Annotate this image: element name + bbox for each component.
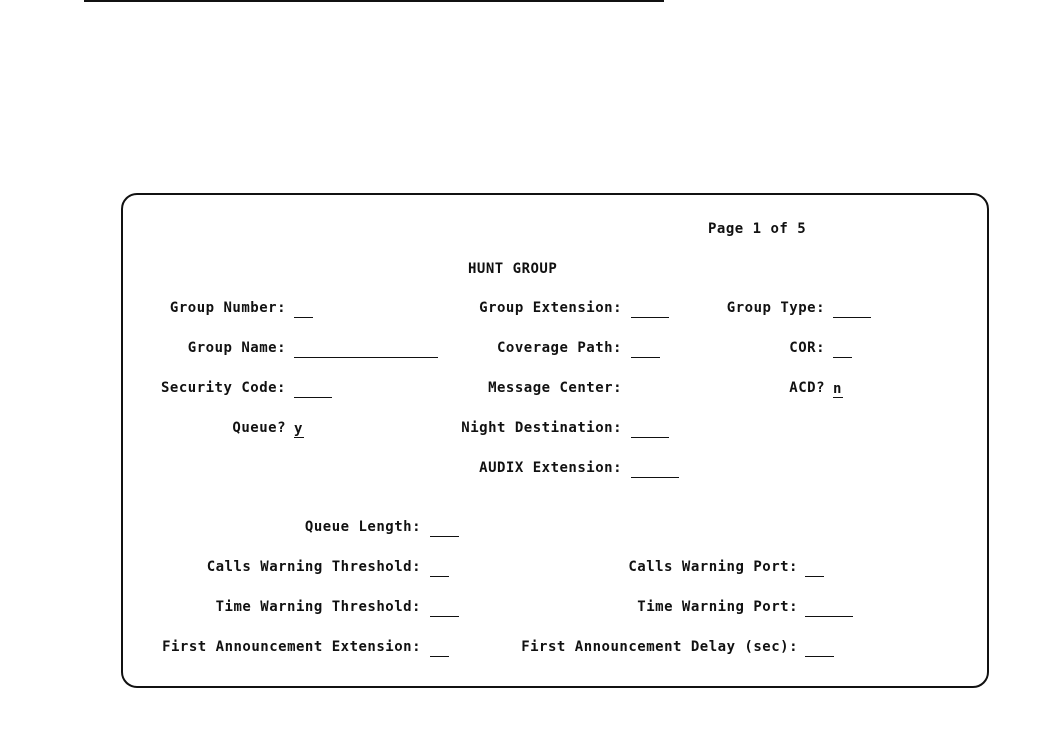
audix-extension-label: AUDIX Extension: [479, 460, 622, 476]
first-announcement-delay-label: First Announcement Delay (sec): [521, 639, 798, 655]
group-number-label: Group Number: [169, 300, 286, 316]
time-warning-port-field[interactable] [805, 601, 853, 617]
time-warning-threshold-label: Time Warning Threshold: [215, 599, 421, 615]
night-destination-label: Night Destination: [461, 420, 622, 436]
page-indicator: Page 1 of 5 [708, 221, 807, 237]
cor-label: COR: [789, 340, 825, 356]
queue-label: Queue? [232, 420, 286, 436]
first-announcement-extension-field[interactable] [430, 641, 449, 657]
acd-label: ACD? [789, 380, 825, 396]
group-name-label: Group Name: [187, 340, 286, 356]
group-extension-label: Group Extension: [479, 300, 622, 316]
security-code-field[interactable] [294, 382, 332, 398]
coverage-path-field[interactable] [631, 342, 660, 358]
queue-length-label: Queue Length: [304, 519, 421, 535]
calls-warning-port-label: Calls Warning Port: [628, 559, 798, 575]
first-announcement-delay-field[interactable] [805, 641, 834, 657]
acd-field[interactable]: n [833, 381, 842, 397]
group-extension-field[interactable] [631, 302, 669, 318]
top-rule [84, 0, 664, 2]
group-number-field[interactable] [294, 302, 313, 318]
calls-warning-port-field[interactable] [805, 561, 824, 577]
group-name-field[interactable] [294, 342, 438, 358]
cor-field[interactable] [833, 342, 852, 358]
security-code-label: Security Code: [160, 380, 286, 396]
form-title: HUNT GROUP [468, 261, 558, 277]
queue-field[interactable]: y [294, 421, 303, 437]
message-center-label: Message Center: [488, 380, 622, 396]
coverage-path-label: Coverage Path: [496, 340, 622, 356]
calls-warning-threshold-label: Calls Warning Threshold: [206, 559, 421, 575]
group-type-label: Group Type: [726, 300, 825, 316]
group-type-field[interactable] [833, 302, 871, 318]
calls-warning-threshold-field[interactable] [430, 561, 449, 577]
night-destination-field[interactable] [631, 422, 669, 438]
audix-extension-field[interactable] [631, 462, 679, 478]
first-announcement-extension-label: First Announcement Extension: [162, 639, 421, 655]
queue-length-field[interactable] [430, 521, 459, 537]
time-warning-threshold-field[interactable] [430, 601, 459, 617]
time-warning-port-label: Time Warning Port: [637, 599, 798, 615]
